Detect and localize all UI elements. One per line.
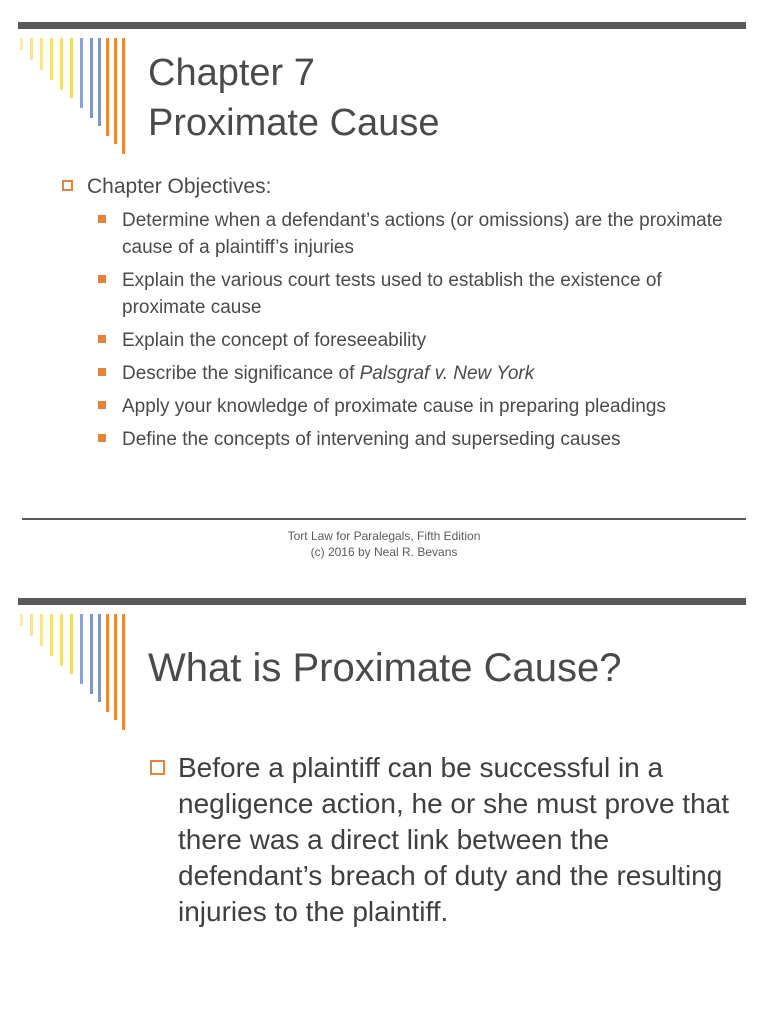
- list-item: [96, 426, 736, 453]
- square-bullet-icon: [98, 434, 106, 442]
- stripe-blue: [90, 38, 93, 118]
- stripe-yellow: [60, 614, 63, 666]
- square-bullet-icon: [98, 275, 106, 283]
- slide-title: [148, 48, 439, 148]
- title-line-2: Proximate Cause: [148, 102, 440, 144]
- slide-top-bar: [18, 22, 746, 29]
- stripe-orange: [106, 614, 109, 712]
- stripe-yellow: [20, 38, 23, 50]
- stripe-orange: [114, 38, 117, 144]
- list-item-text: Determine when a defendant’s actions (or omissions) are the proximate cause of a plaintiff’s injuries: [122, 210, 723, 258]
- stripe-yellow: [30, 614, 33, 636]
- decorative-stripes: [20, 614, 130, 734]
- list-item: [96, 327, 736, 354]
- stripe-orange: [122, 38, 125, 154]
- list-item-text: Explain the various court tests used to establish the existence of proximate cause: [122, 270, 662, 318]
- stripe-yellow: [50, 38, 53, 80]
- stripe-blue: [80, 614, 83, 684]
- stripe-yellow: [70, 614, 73, 674]
- square-bullet-icon: [98, 215, 106, 223]
- footer-copyright: (c) 2016 by Neal R. Bevans: [310, 545, 458, 559]
- stripe-yellow: [50, 614, 53, 656]
- list-item-text: Define the concepts of intervening and superseding causes: [122, 429, 621, 450]
- list-item: [96, 393, 736, 420]
- list-item-text: Explain the concept of foreseeability: [122, 330, 427, 351]
- stripe-yellow: [40, 614, 43, 646]
- stripe-yellow: [30, 38, 33, 60]
- stripe-yellow: [20, 614, 23, 626]
- stripe-yellow: [70, 38, 73, 98]
- slide-footer: [0, 528, 768, 560]
- stripe-blue: [98, 614, 101, 702]
- stripe-blue: [90, 614, 93, 694]
- slide-top-bar: [18, 598, 746, 605]
- list-item: [96, 267, 736, 321]
- objectives-label: Chapter Objectives:: [87, 175, 272, 198]
- objectives-list: [96, 207, 736, 459]
- footer-divider: [22, 518, 746, 520]
- stripe-yellow: [60, 38, 63, 90]
- list-item: [96, 207, 736, 261]
- stripe-orange: [114, 614, 117, 720]
- case-name: Palsgraf v. New York: [359, 363, 535, 384]
- square-bullet-icon: [98, 401, 106, 409]
- body-text: Before a plaintiff can be successful in a negligence action, he or she must prove that there was a direct link between the defendant’s breach of duty and the resulting injuries to the plaintiff.: [178, 752, 730, 927]
- decorative-stripes: [20, 38, 130, 158]
- stripe-blue: [80, 38, 83, 108]
- slide-title: What is Proximate Cause?: [148, 646, 622, 690]
- list-item: [96, 360, 736, 387]
- square-bullet-icon: [98, 368, 106, 376]
- stripe-orange: [106, 38, 109, 136]
- title-line-1: Chapter 7: [148, 52, 315, 94]
- stripe-blue: [98, 38, 101, 126]
- list-item-text-prefix: Describe the significance of: [122, 363, 360, 384]
- hollow-square-bullet-icon: [150, 760, 165, 775]
- square-bullet-icon: [98, 335, 106, 343]
- stripe-yellow: [40, 38, 43, 70]
- stripe-orange: [122, 614, 125, 730]
- list-item-text: Apply your knowledge of proximate cause in preparing pleadings: [122, 396, 666, 417]
- footer-book-title: Tort Law for Paralegals, Fifth Edition: [287, 529, 481, 543]
- slide-what-is-proximate-cause: [0, 592, 768, 1024]
- hollow-square-bullet-icon: [62, 180, 73, 191]
